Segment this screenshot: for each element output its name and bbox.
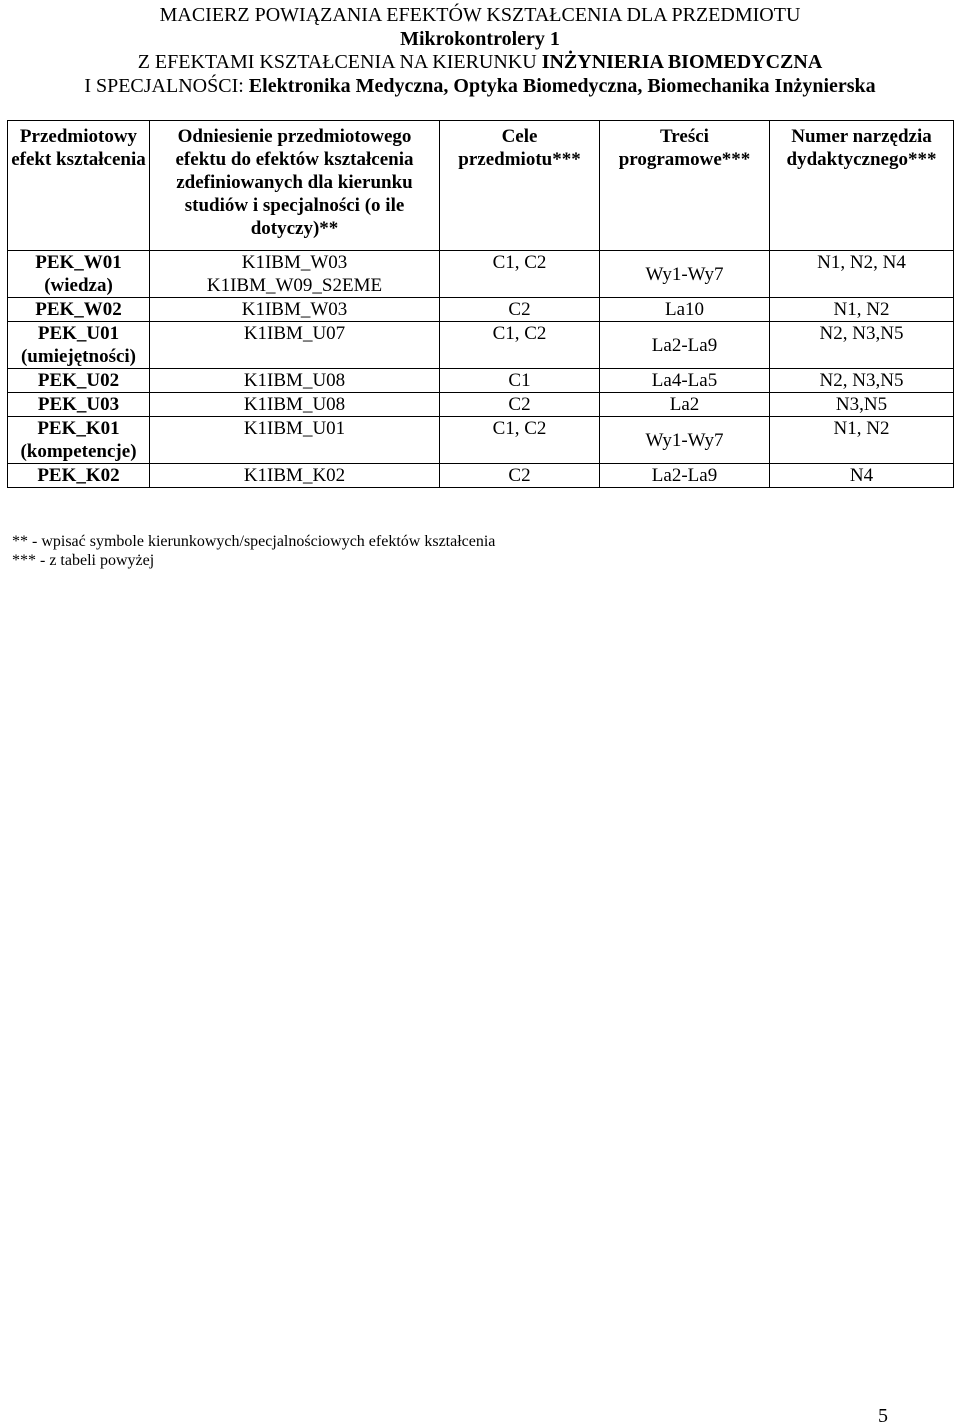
effect-category: (umiejętności) [20,346,137,367]
goals-cell: C2 [440,298,600,322]
effect-cell [8,369,150,393]
tools-cell: N1, N2 [770,417,954,464]
reference-cell [150,417,440,464]
document-title [0,4,960,98]
course-name: Mikrokontrolery 1 [400,27,560,50]
reference-code: K1IBM_W09_S2EME [206,275,383,296]
goals-cell: C1, C2 [440,322,600,369]
table-row [8,464,954,488]
goals-cell: C2 [440,393,600,417]
table-row [8,322,954,369]
effect-code: PEK_U01 [37,323,120,344]
page-number: 5 [878,1405,888,1427]
effect-code: PEK_W01 [35,252,122,273]
reference-cell [150,464,440,488]
goals-cell: C1, C2 [440,417,600,464]
reference-code: K1IBM_W03 [241,299,348,320]
table-row [8,393,954,417]
tools-cell: N2, N3,N5 [770,369,954,393]
content-cell: La10 [600,298,770,322]
header-effect: Przedmiotowy efekt kształcenia [8,121,150,251]
content-cell: La2 [600,393,770,417]
table-header-row [8,121,954,251]
effect-code: PEK_W02 [35,299,122,320]
effects-matrix-table [7,120,954,488]
table-row [8,417,954,464]
content-cell: La2-La9 [600,322,770,369]
reference-code: K1IBM_K02 [243,465,346,486]
table-body [8,251,954,488]
content-cell: Wy1-Wy7 [600,417,770,464]
table-row [8,251,954,298]
footnote-2: *** - z tabeli powyżej [12,552,155,569]
reference-cell [150,251,440,298]
effect-category: (wiedza) [44,275,113,296]
reference-code: K1IBM_U07 [243,323,346,344]
header-goals: Cele przedmiotu*** [440,121,600,251]
effect-code: PEK_U02 [37,370,120,391]
reference-cell [150,322,440,369]
tools-cell: N3,N5 [770,393,954,417]
footnote-1: ** - wpisać symbole kierunkowych/specjalnościowych efektów kształcenia [12,533,496,550]
reference-code: K1IBM_W03 [241,252,348,273]
effect-code: PEK_K02 [37,465,120,486]
tools-cell: N1, N2, N4 [770,251,954,298]
effect-cell [8,322,150,369]
goals-cell: C2 [440,464,600,488]
effect-cell [8,298,150,322]
table-row [8,369,954,393]
header-reference: Odniesienie przedmiotowego efektu do efektów kształcenia zdefiniowanych dla kierunku studiów i specjalności (o ile dotyczy)** [150,121,440,251]
reference-code: K1IBM_U08 [243,394,346,415]
footnotes [12,532,495,570]
reference-cell [150,369,440,393]
goals-cell: C1, C2 [440,251,600,298]
title-line-3: Z EFEKTAMI KSZTAŁCENIA NA KIERUNKU INŻYNIERIA BIOMEDYCZNA [137,51,823,73]
effect-code: PEK_K01 [37,418,120,439]
effect-category: (kompetencje) [20,441,137,462]
tools-cell: N4 [770,464,954,488]
reference-cell [150,298,440,322]
header-content: Treści programowe*** [600,121,770,251]
effect-cell [8,393,150,417]
title-line-1: MACIERZ POWIĄZANIA EFEKTÓW KSZTAŁCENIA DLA PRZEDMIOTU [159,4,801,26]
goals-cell: C1 [440,369,600,393]
reference-code: K1IBM_U01 [243,418,346,439]
content-cell: La2-La9 [600,464,770,488]
tools-cell: N2, N3,N5 [770,322,954,369]
effect-cell [8,251,150,298]
effect-cell [8,417,150,464]
content-cell: Wy1-Wy7 [600,251,770,298]
effect-cell [8,464,150,488]
reference-cell [150,393,440,417]
effect-code: PEK_U03 [37,394,120,415]
table-row [8,298,954,322]
content-cell: La4-La5 [600,369,770,393]
title-line-4: I SPECJALNOŚCI: Elektronika Medyczna, Optyka Biomedyczna, Biomechanika Inżynierska [84,74,876,97]
tools-cell: N1, N2 [770,298,954,322]
header-tools: Numer narzędzia dydaktycznego*** [770,121,954,251]
reference-code: K1IBM_U08 [243,370,346,391]
